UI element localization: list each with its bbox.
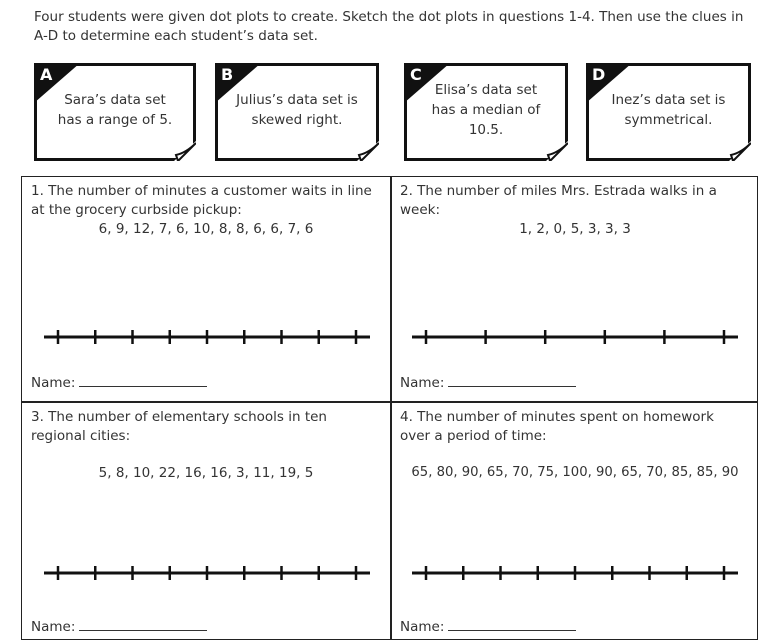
card-text: Elisa’s data set has a median of 10.5.	[431, 82, 541, 138]
number-line	[408, 327, 748, 347]
number-line	[40, 327, 380, 347]
card-letter: B	[221, 65, 234, 84]
card-letter: A	[40, 65, 53, 84]
name-blank[interactable]	[79, 618, 207, 631]
name-label: Name:	[31, 375, 76, 391]
name-blank[interactable]	[79, 374, 207, 387]
card-text: Julius’s data set is skewed right.	[236, 92, 358, 128]
page-curl-icon	[546, 141, 568, 161]
card-text: Inez’s data set is symmetrical.	[611, 92, 726, 128]
name-line[interactable]	[400, 374, 576, 391]
question-3	[22, 403, 390, 635]
clue-card-a	[34, 63, 196, 161]
page-curl-icon	[357, 141, 379, 161]
clue-card-b	[215, 63, 379, 161]
name-label: Name:	[400, 375, 445, 391]
data-set: 5, 8, 10, 22, 16, 16, 3, 11, 19, 5	[98, 465, 314, 481]
data-set: 6, 9, 12, 7, 6, 10, 8, 8, 6, 6, 7, 6	[98, 221, 314, 237]
name-line[interactable]	[31, 618, 207, 635]
question-4	[391, 403, 759, 635]
card-text: Sara’s data set has a range of 5.	[57, 92, 173, 128]
page-curl-icon	[174, 141, 196, 161]
name-blank[interactable]	[448, 374, 576, 387]
question-prompt: 2. The number of miles Mrs. Estrada walks in a week:	[400, 183, 717, 218]
data-set: 1, 2, 0, 5, 3, 3, 3	[519, 221, 631, 237]
clue-card-c	[404, 63, 568, 161]
card-letter: D	[592, 65, 606, 84]
number-line	[40, 563, 380, 583]
name-blank[interactable]	[448, 618, 576, 631]
question-prompt: 1. The number of minutes a customer waits in line at the grocery curbside pickup:	[31, 183, 372, 218]
card-letter: C	[410, 65, 422, 84]
question-2	[391, 177, 759, 401]
name-line[interactable]	[400, 618, 576, 635]
page-curl-icon	[729, 141, 751, 161]
name-label: Name:	[400, 619, 445, 635]
number-line	[408, 563, 748, 583]
clue-card-d	[586, 63, 751, 161]
questions-grid	[21, 176, 758, 640]
question-prompt: 3. The number of elementary schools in ten regional cities:	[31, 409, 327, 444]
question-1	[22, 177, 390, 401]
data-set: 65, 80, 90, 65, 70, 75, 100, 90, 65, 70, 85, 85, 90	[411, 465, 739, 480]
question-prompt: 4. The number of minutes spent on homework over a period of time:	[400, 409, 714, 444]
name-line[interactable]	[31, 374, 207, 391]
instructions: Four students were given dot plots to create. Sketch the dot plots in questions 1-4. Then use the clues in A-D to determine each student’s data set.	[34, 9, 744, 44]
name-label: Name:	[31, 619, 76, 635]
